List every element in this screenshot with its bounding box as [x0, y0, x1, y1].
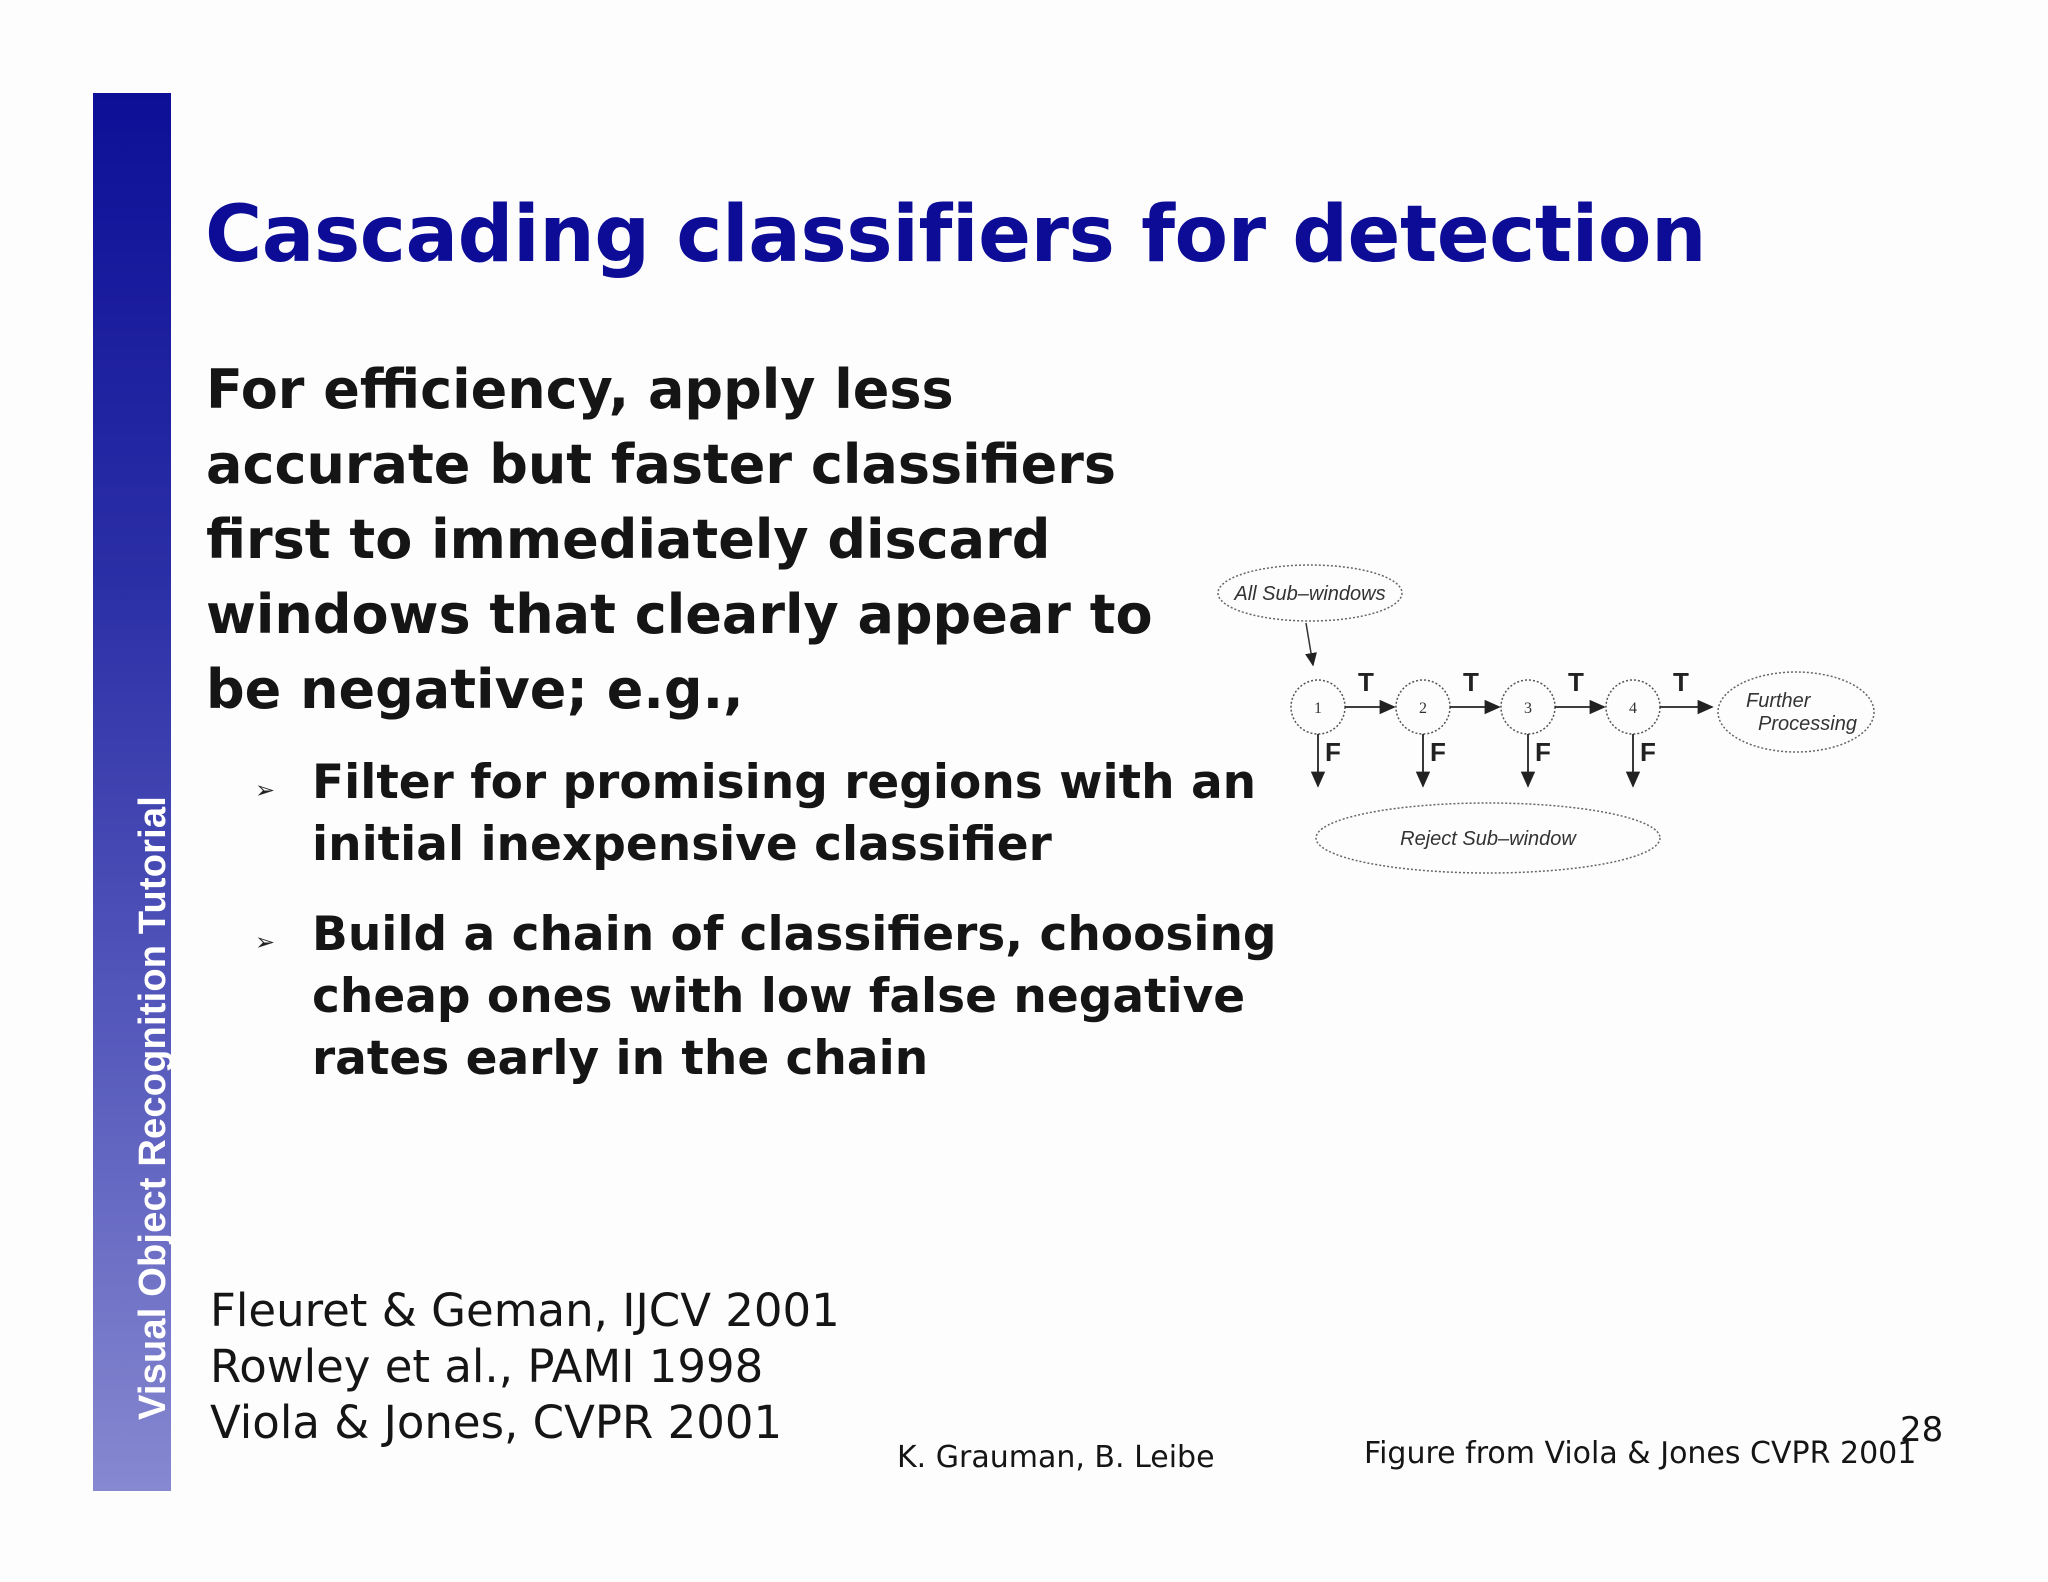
stage-number: 4 [1629, 700, 1637, 717]
reference-item: Fleuret & Geman, IJCV 2001 [210, 1284, 840, 1337]
bullet-item [250, 904, 1277, 1090]
false-label: F [1325, 737, 1341, 767]
figure-credit: Figure from Viola & Jones CVPR 2001 [1364, 1436, 1917, 1471]
true-label: T [1568, 667, 1584, 697]
intro-line: windows that clearly appear to [206, 583, 1153, 646]
bullet-line: cheap ones with low false negative [312, 969, 1246, 1024]
stage-number: 2 [1419, 700, 1427, 717]
bullet-item [250, 752, 1257, 876]
true-label: T [1673, 667, 1689, 697]
reference-item: Viola & Jones, CVPR 2001 [210, 1396, 783, 1449]
true-label: T [1358, 667, 1374, 697]
stage-number: 3 [1524, 700, 1532, 717]
false-label: F [1640, 737, 1656, 767]
bullet-text [312, 904, 1277, 1090]
cascade-diagram [1210, 555, 1890, 895]
slide-title: Cascading classifiers for detection [205, 190, 1707, 280]
intro-line: be negative; e.g., [206, 658, 744, 721]
bullet-list [250, 752, 1277, 1118]
side-label: Visual Object Recognition Tutorial [132, 795, 174, 1420]
reference-item: Rowley et al., PAMI 1998 [210, 1340, 764, 1393]
further-processing-label: Further [1746, 690, 1811, 712]
intro-line: first to immediately discard [206, 508, 1051, 571]
further-processing-label: Processing [1758, 713, 1857, 735]
references [210, 1283, 840, 1451]
bullet-arrow-icon: ➢ [255, 776, 276, 804]
intro-line: accurate but faster classifiers [206, 433, 1117, 496]
footer-authors: K. Grauman, B. Leibe [897, 1440, 1215, 1475]
bullet-arrow-icon: ➢ [255, 928, 276, 956]
intro-text [206, 352, 1156, 727]
false-label: F [1430, 737, 1446, 767]
bullet-line: rates early in the chain [312, 1031, 929, 1086]
false-label: F [1535, 737, 1551, 767]
start-arrow [1306, 623, 1313, 665]
true-label: T [1463, 667, 1479, 697]
bullet-text [312, 752, 1257, 876]
stage-number: 1 [1314, 700, 1322, 717]
start-node-label: All Sub–windows [1234, 583, 1386, 605]
reject-node-label: Reject Sub–window [1400, 828, 1576, 850]
bullet-line: initial inexpensive classifier [312, 817, 1052, 872]
bullet-line: Build a chain of classifiers, choosing [312, 907, 1277, 962]
page-number: 28 [1900, 1410, 1944, 1450]
cascade-diagram-svg [1210, 555, 1890, 895]
bullet-line: Filter for promising regions with an [312, 755, 1257, 810]
intro-line: For efficiency, apply less [206, 358, 954, 421]
further-processing-node [1718, 672, 1874, 752]
